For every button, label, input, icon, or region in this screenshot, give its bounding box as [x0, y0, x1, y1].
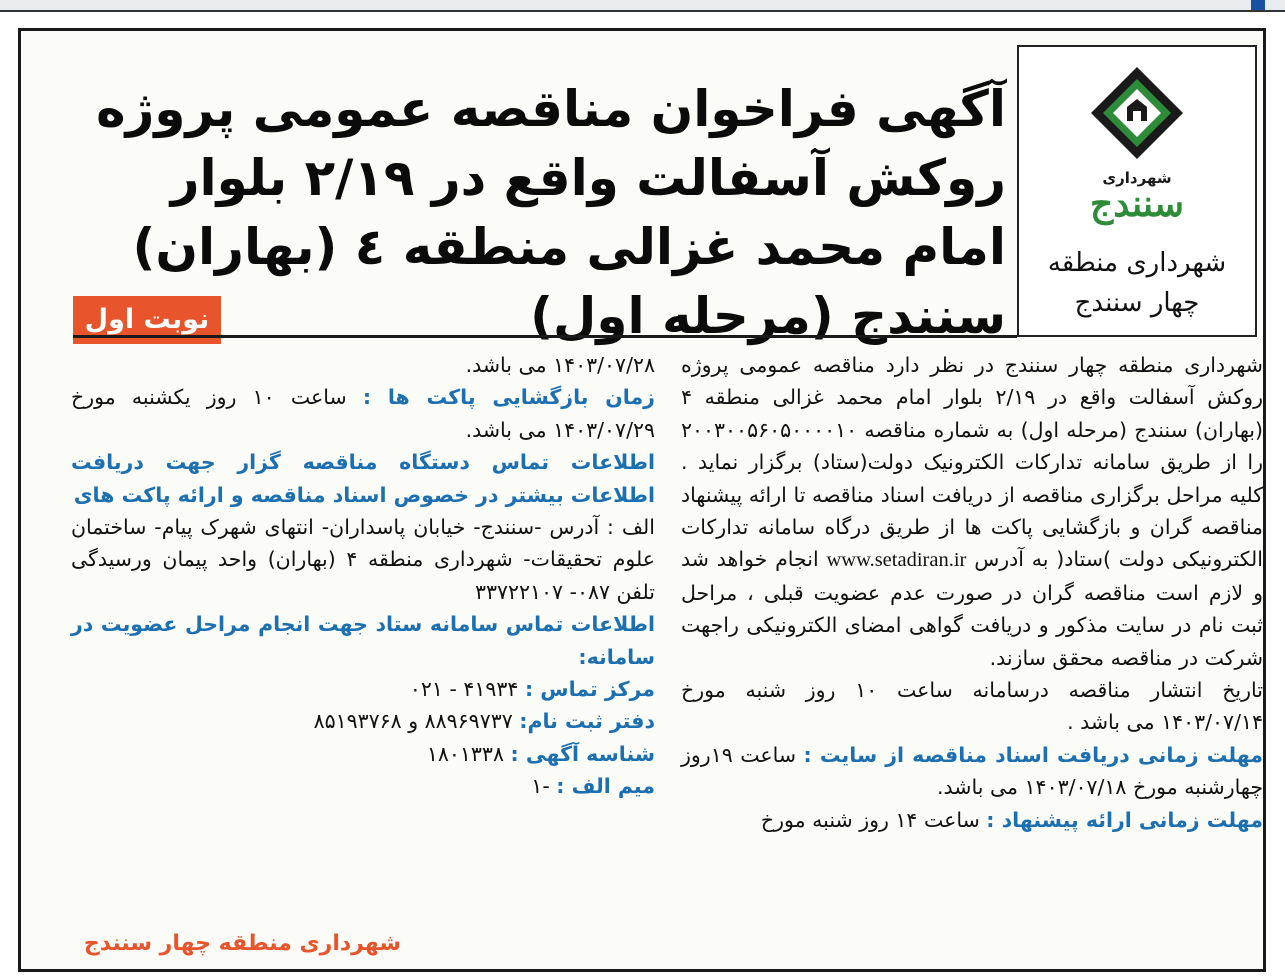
offer-deadline-label: مهلت زمانی ارائه پیشنهاد : — [986, 807, 1263, 832]
ad-id — [71, 738, 655, 770]
municipality-emblem-icon — [1089, 65, 1185, 161]
top-rule — [0, 0, 1285, 12]
mim-value: -۱ — [531, 774, 550, 799]
footer-signature: شهرداری منطقه چهار سنندج — [83, 931, 401, 956]
opening-label: زمان بازگشایی پاکت ها : — [362, 385, 655, 410]
offer-deadline — [681, 804, 1263, 836]
intro-paragraph — [681, 349, 1263, 674]
registry-office — [71, 705, 655, 737]
page-title: آگهی فراخوان مناقصه عمومی پروژه روکش آسفالت واقع در ۲/۱۹ بلوار امام محمد غزالی منطقه ٤ (بهاران) سنندج (مرحله اول) — [96, 80, 1006, 345]
right-column — [681, 349, 1263, 836]
offer-deadline-text: ساعت ۱۴ روز شنبه مورخ — [760, 807, 980, 832]
ad-id-value: ۱۸۰۱۳۳۸ — [426, 741, 504, 766]
mim-alef — [71, 770, 655, 802]
logo-city-script: سنندج — [1089, 183, 1185, 225]
top-blue-marker — [1251, 0, 1265, 10]
logo-caption: شهرداری منطقه چهار سنندج — [1047, 248, 1227, 318]
call-center-value: ۴۱۹۳۴ - ۰۲۱ — [409, 677, 519, 702]
notice-frame — [18, 28, 1266, 972]
contact-heading: اطلاعات تماس دستگاه مناقصه گزار جهت دریافت اطلاعات بیشتر در خصوص اسناد مناقصه و ارائه پاکت های — [71, 450, 655, 507]
left-column — [71, 349, 655, 803]
divider — [73, 335, 1017, 338]
doc-deadline-label: مهلت زمانی دریافت اسناد مناقصه از سایت : — [803, 742, 1263, 767]
mim-label: میم الف : — [556, 774, 655, 799]
round-badge: نوبت اول — [73, 296, 221, 344]
opening-text: ساعت ۱۰ روز یکشنبه مورخ ۱۴۰۳/۰۷/۲۹ می باشد. — [71, 385, 655, 442]
address: الف : آدرس -سنندج- خیابان پاسداران- انتهای شهرک پیام- ساختمان علوم تحقیقات- شهرداری منطقه ۴ (بهاران) واحد پیمان ورسیدگی تلفن ۰۸۷- ۳۳۷۲۲۱۰۷ — [71, 515, 655, 604]
setad-heading: اطلاعات تماس سامانه ستاد جهت انجام مراحل عضویت در سامانه: — [71, 612, 655, 669]
doc-deadline — [681, 739, 1263, 804]
call-center — [71, 673, 655, 705]
website-link[interactable]: www.setadiran.ir — [826, 549, 967, 572]
offer-deadline-cont: ۱۴۰۳/۰۷/۲۸ می باشد. — [465, 353, 655, 377]
logo-box — [1017, 45, 1257, 337]
registry-value: ۸۸۹۶۹۷۳۷ و ۸۵۱۹۳۷۶۸ — [313, 709, 513, 734]
ad-id-label: شناسه آگهی : — [510, 741, 655, 766]
registry-label: دفتر ثبت نام: — [519, 709, 655, 734]
logo-small-label: شهرداری — [1102, 169, 1172, 187]
opening-time — [71, 381, 655, 446]
doc-deadline-text: ساعت ۱۹روز چهارشنبه مورخ ۱۴۰۳/۰۷/۱۸ می باشد. — [681, 742, 1263, 800]
call-center-label: مرکز تماس : — [524, 677, 655, 702]
publish-date: تاریخ انتشار مناقصه درسامانه ساعت ۱۰ روز شنبه مورخ ۱۴۰۳/۰۷/۱۴ می باشد . — [681, 678, 1263, 735]
intro-text: شهرداری منطقه چهار سنندج در نظر دارد مناقصه عمومی پروژه روکش آسفالت واقع در ۲/۱۹ بلوار امام محمد غزالی منطقه ۴ (بهاران) سنندج (مرحله اول) به شماره مناقصه ۲۰۰۳۰۰۵۶۰۵۰۰۰۰۱۰ را از طریق سامانه تدارکات الکترونیک دولت(ستاد) برگزار نماید . کلیه مراحل برگزاری مناقصه از دریافت اسناد مناقصه تا ارائه پیشنهاد مناقصه گران و بازگشایی پاکت ها از طریق درگاه سامانه تدارکات الکترونیکی دولت )ستاد( به آدرس — [681, 353, 1263, 572]
intro-after-text: انجام خواهد شد و لازم است مناقصه گران در صورت عدم عضویت قبلی ، مراحل ثبت نام در سایت مذکور و دریافت گواهی امضای الکترونیکی راجهت شرکت در مناقصه محقق سازند. — [681, 547, 1263, 670]
